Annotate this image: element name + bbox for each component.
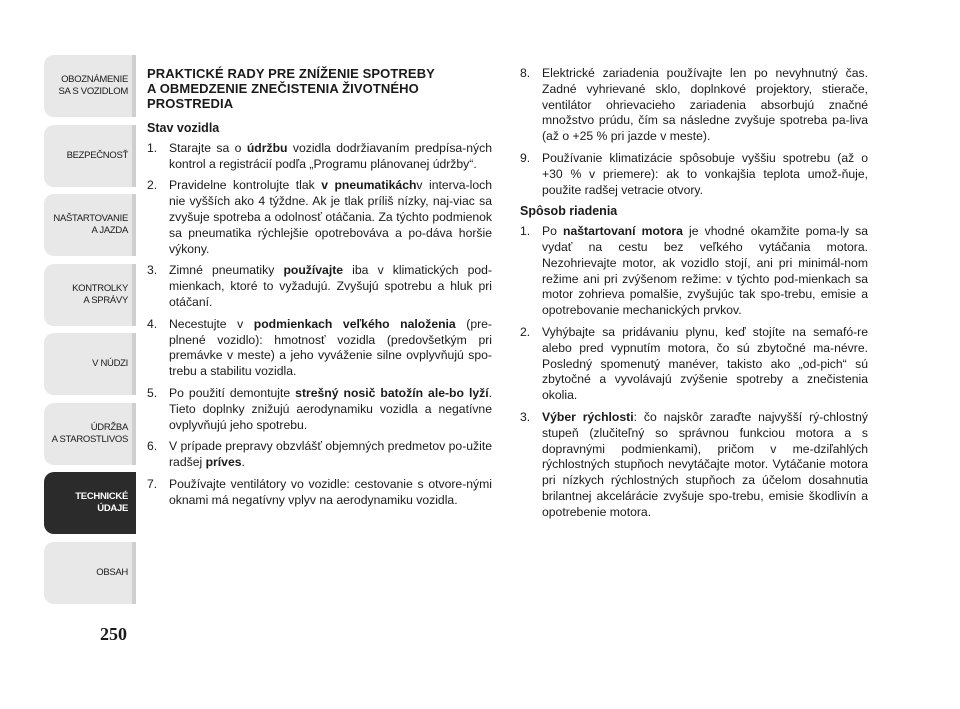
left-column — [147, 66, 492, 515]
item-emphasis: v pneumatikách — [321, 178, 417, 193]
subheading-driving-style: Spôsob riadenia — [520, 204, 618, 219]
item-text: Zimné pneumatiky — [169, 263, 284, 278]
item-text: Používanie klimatizácie spôsobuje vyššiu spotrebu (až o +30 % v priemere): ak to vonkajšia teplota umož-ňuje, použite radšej vetracie otvory. — [542, 150, 868, 197]
tab-oboznamenie[interactable] — [44, 55, 136, 117]
tab-technicke-udaje[interactable] — [44, 472, 136, 534]
item-text: . — [241, 455, 245, 470]
item-emphasis: naštartovaní motora — [563, 224, 683, 239]
list-item — [147, 178, 492, 257]
list-item — [520, 224, 868, 319]
tips-list-continued — [520, 66, 868, 198]
item-emphasis: údržbu — [246, 140, 288, 155]
subheading-vehicle-condition: Stav vozidla — [147, 121, 220, 135]
tab-label: V NÚDZI — [92, 358, 128, 369]
item-text: v interva-loch nie vyšších ako 4 týždne. Ak je tlak príliš nízky, naj-viac sa zvyšuje spotreba a odolnosť otáčania. Za týchto podmienok sa pneumatika rýchlejšie opotrebováva a po-dáva horšie výkony. — [169, 178, 492, 256]
tab-label: ÚDRŽBA A STAROSTLIVOS — [51, 421, 128, 445]
item-text: vozidla dodržiavaním predpísa-ných kontrol a registrácií podľa „Programu plánovanej údržby“. — [169, 140, 492, 171]
item-text: V prípade prepravy obzvlášť objemných predmetov po-užite radšej — [169, 439, 492, 470]
list-item — [147, 263, 492, 310]
item-number: 2. — [520, 324, 531, 339]
tab-udrzba[interactable] — [44, 403, 136, 465]
chapter-tabs — [44, 55, 136, 611]
list-item — [520, 410, 868, 521]
item-text: Používajte ventilátory vo vozidle: cestovanie s otvore-nými oknami má negatívny vplyv na aerodynamiku vozidla. — [169, 476, 492, 507]
tab-label: NAŠTARTOVANIE A JAZDA — [53, 213, 128, 236]
item-text: . Tieto doplnky znižujú aerodynamiku vozidla a negatívne ovplyvňujú jeho spotrebu. — [169, 385, 492, 432]
item-number: 3. — [147, 263, 158, 278]
item-text: : čo najskôr zaraďte najvyšší rý-chlostný stupeň (zlučiteľný so správnou funkciou motora a s dopravnými podmienkami), pričom v me-dziľahlých rýchlostných stupňoch nevytáčajte motor. Vytáčanie motora pri nízkych rýchlostných stupňoch za účelom dosahnutia brilantnej akcelárácie zvyšuje spo-trebu, emisie škodlivín a opotrebenie motora. — [542, 409, 868, 519]
tab-label: KONTROLKY A SPRÁVY — [72, 282, 128, 306]
item-number: 3. — [520, 409, 531, 424]
item-emphasis: podmienkach veľkého naloženia — [253, 316, 456, 331]
tab-label: OBSAH — [96, 566, 128, 578]
item-text: (pre-plnené vozidlo): hmotnosť vozidla (predovšetkým pri premávke v meste) a jeho vyváženie silne ovplyvňujú spo-trebu a stabilitu vozidla. — [169, 316, 492, 379]
tab-kontrolky[interactable] — [44, 264, 136, 326]
item-emphasis: používajte — [283, 263, 344, 278]
list-item — [147, 141, 492, 173]
item-number: 1. — [147, 140, 158, 155]
item-number: 1. — [520, 224, 531, 239]
item-text: Elektrické zariadenia používajte len po nevyhnutný čas. Zadné vyhrievané sklo, doplnkové projektory, stierače, ventilátor ohrievacieho zariadenia absorbujú značné množstvo prúdu, čím sa následne zvyšuje spotreba pa-liva (až o +25 % pri jazde v meste). — [542, 66, 868, 144]
item-emphasis: Výber rýchlosti — [542, 409, 634, 424]
item-text: Vyhýbajte sa pridávaniu plynu, keď stojíte na semafó-re alebo pred vypnutím motora, čo sú zbytočné ma-névre. Posledný spomenutý manéver, takisto ako „od-pich“ sú zbytočné a vyvolávajú zvýšenie spotreby a znečistenia okolia. — [542, 324, 868, 403]
item-emphasis: strešný nosič batožín ale-bo lyží — [295, 385, 489, 400]
item-number: 5. — [147, 385, 158, 400]
item-text: Po — [542, 224, 564, 239]
item-number: 7. — [147, 476, 158, 491]
item-text: Starajte sa o — [169, 140, 247, 155]
item-number: 4. — [147, 316, 158, 331]
tab-label: TECHNICKÉ ÚDAJE — [75, 491, 128, 514]
item-number: 8. — [520, 66, 531, 80]
tips-list — [147, 141, 492, 509]
item-text: Necestujte v — [169, 316, 254, 331]
tab-nastartovanie[interactable] — [44, 194, 136, 256]
tab-label: BEZPEČNOSŤ — [66, 149, 128, 161]
item-text: Pravidelne kontrolujte tlak — [169, 178, 322, 193]
list-item — [147, 439, 492, 471]
item-number: 9. — [520, 150, 531, 165]
list-item — [147, 317, 492, 380]
page-number: 250 — [100, 624, 127, 644]
tab-obsah[interactable] — [44, 542, 136, 604]
item-number: 6. — [147, 439, 158, 454]
item-emphasis: príves — [205, 455, 242, 470]
tab-v-nudzi[interactable] — [44, 333, 136, 395]
tab-bezpecnost[interactable] — [44, 125, 136, 187]
item-text: Po použití demontujte — [169, 385, 296, 400]
list-item — [520, 151, 868, 198]
section-title: PRAKTICKÉ RADY PRE ZNÍŽENIE SPOTREBY A OBMEDZENIE ZNEČISTENIA ŽIVOTNÉHO PROSTREDIA — [147, 66, 435, 111]
item-text: je vhodné okamžite poma-ly sa vydať na cestu bez veľkého vytáčania motora. Nezohrievajte motor, ak vozidlo stojí, ani pri minimál-nom režime ani pri zvýšenom režime: v týchto pod-mienkach sa motor zohrieva pomalšie, zvyšujúc tak spo-trebu, emisie a opotrebovanie mechanických prvkov. — [542, 224, 868, 318]
list-item — [147, 386, 492, 433]
list-item — [520, 66, 868, 145]
driving-list — [520, 224, 868, 520]
item-text: iba v klimatických pod-mienkach, ktoré to vyžadujú. Zvyšujú spotrebu a hluk pri otáčaní. — [169, 263, 492, 309]
list-item — [520, 325, 868, 404]
item-number: 2. — [147, 178, 158, 193]
right-column — [520, 66, 868, 527]
list-item — [147, 477, 492, 509]
tab-label: OBOZNÁMENIE SA S VOZIDLOM — [58, 74, 128, 97]
